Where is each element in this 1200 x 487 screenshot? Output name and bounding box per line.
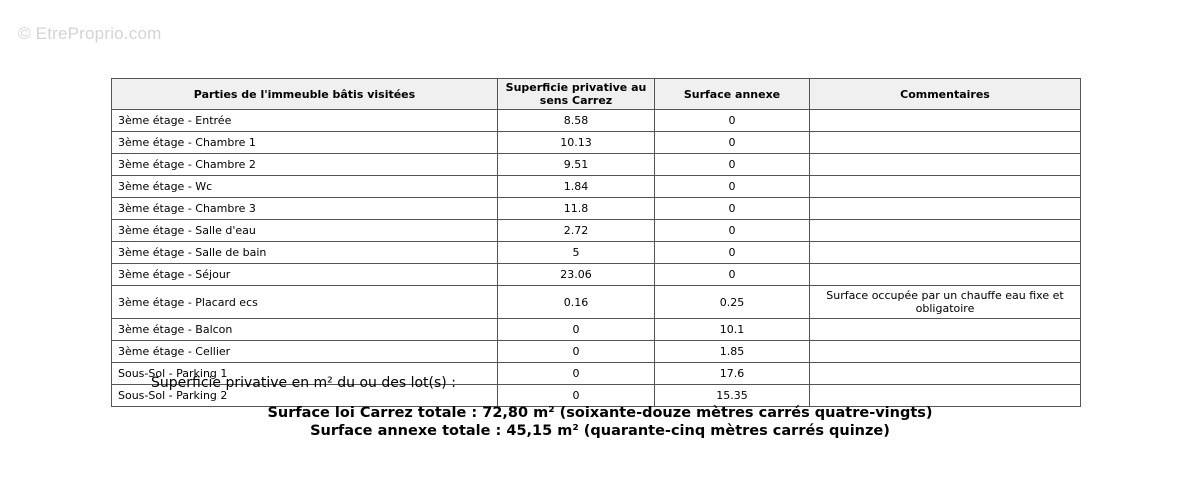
- cell-carrez: 23.06: [498, 264, 655, 286]
- table-row: [112, 319, 1081, 341]
- table-row: [112, 110, 1081, 132]
- cell-comment: [810, 198, 1081, 220]
- cell-piece: Sous-Sol - Parking 1: [112, 363, 498, 385]
- cell-carrez: 0: [498, 319, 655, 341]
- cell-carrez: 0.16: [498, 286, 655, 319]
- cell-comment: Surface occupée par un chauffe eau fixe et obligatoire: [810, 286, 1081, 319]
- cell-annexe: 17.6: [655, 363, 810, 385]
- cell-comment: [810, 110, 1081, 132]
- table-header-row: [112, 79, 1081, 110]
- table-row: [112, 132, 1081, 154]
- cell-piece: 3ème étage - Cellier: [112, 341, 498, 363]
- cell-piece: 3ème étage - Chambre 1: [112, 132, 498, 154]
- cell-carrez: 5: [498, 242, 655, 264]
- table-row: [112, 220, 1081, 242]
- cell-carrez: 11.8: [498, 198, 655, 220]
- table-row: [112, 198, 1081, 220]
- cell-comment: [810, 220, 1081, 242]
- cell-annexe: 15.35: [655, 385, 810, 407]
- cell-annexe: 0: [655, 110, 810, 132]
- carrez-total: Surface loi Carrez totale : 72,80 m² (soixante-douze mètres carrés quatre-vingts): [267, 405, 933, 421]
- cell-carrez: 0: [498, 341, 655, 363]
- table-row: [112, 154, 1081, 176]
- cell-annexe: 0: [655, 264, 810, 286]
- table-row: [112, 286, 1081, 319]
- cell-comment: [810, 319, 1081, 341]
- cell-piece: 3ème étage - Séjour: [112, 264, 498, 286]
- cell-carrez: 0: [498, 363, 655, 385]
- surface-table: [111, 78, 1081, 407]
- header-commentaires: Commentaires: [810, 79, 1081, 110]
- cell-piece: 3ème étage - Salle d'eau: [112, 220, 498, 242]
- cell-carrez: 8.58: [498, 110, 655, 132]
- cell-piece: 3ème étage - Wc: [112, 176, 498, 198]
- table-row: [112, 264, 1081, 286]
- table-row: [112, 341, 1081, 363]
- cell-piece: 3ème étage - Chambre 3: [112, 198, 498, 220]
- cell-carrez: 1.84: [498, 176, 655, 198]
- cell-annexe: 0: [655, 176, 810, 198]
- annexe-total: Surface annexe totale : 45,15 m² (quarante-cinq mètres carrés quinze): [310, 423, 890, 439]
- cell-comment: [810, 363, 1081, 385]
- table-row: [112, 242, 1081, 264]
- cell-annexe: 10.1: [655, 319, 810, 341]
- cell-piece: 3ème étage - Balcon: [112, 319, 498, 341]
- cell-piece: 3ème étage - Placard ecs: [112, 286, 498, 319]
- cell-annexe: 0: [655, 154, 810, 176]
- cell-annexe: 0: [655, 220, 810, 242]
- cell-comment: [810, 341, 1081, 363]
- cell-carrez: 9.51: [498, 154, 655, 176]
- cell-comment: [810, 264, 1081, 286]
- totals-block: [0, 404, 1200, 440]
- cell-annexe: 0.25: [655, 286, 810, 319]
- cell-carrez: 2.72: [498, 220, 655, 242]
- privative-surface-label: Superficie privative en m² du ou des lot(s) :: [151, 375, 456, 391]
- cell-annexe: 1.85: [655, 341, 810, 363]
- cell-carrez: 10.13: [498, 132, 655, 154]
- cell-annexe: 0: [655, 198, 810, 220]
- cell-piece: 3ème étage - Chambre 2: [112, 154, 498, 176]
- cell-comment: [810, 242, 1081, 264]
- watermark: © EtreProprio.com: [18, 24, 162, 43]
- header-surface-annexe: Surface annexe: [655, 79, 810, 110]
- cell-annexe: 0: [655, 242, 810, 264]
- cell-piece: 3ème étage - Salle de bain: [112, 242, 498, 264]
- header-parties: Parties de l'immeuble bâtis visitées: [112, 79, 498, 110]
- cell-comment: [810, 132, 1081, 154]
- header-superficie-carrez: Superficie privative au sens Carrez: [498, 79, 655, 110]
- cell-comment: [810, 176, 1081, 198]
- cell-comment: [810, 154, 1081, 176]
- table-row: [112, 176, 1081, 198]
- cell-annexe: 0: [655, 132, 810, 154]
- cell-piece: 3ème étage - Entrée: [112, 110, 498, 132]
- cell-carrez: 0: [498, 385, 655, 407]
- cell-piece: Sous-Sol - Parking 2: [112, 385, 498, 407]
